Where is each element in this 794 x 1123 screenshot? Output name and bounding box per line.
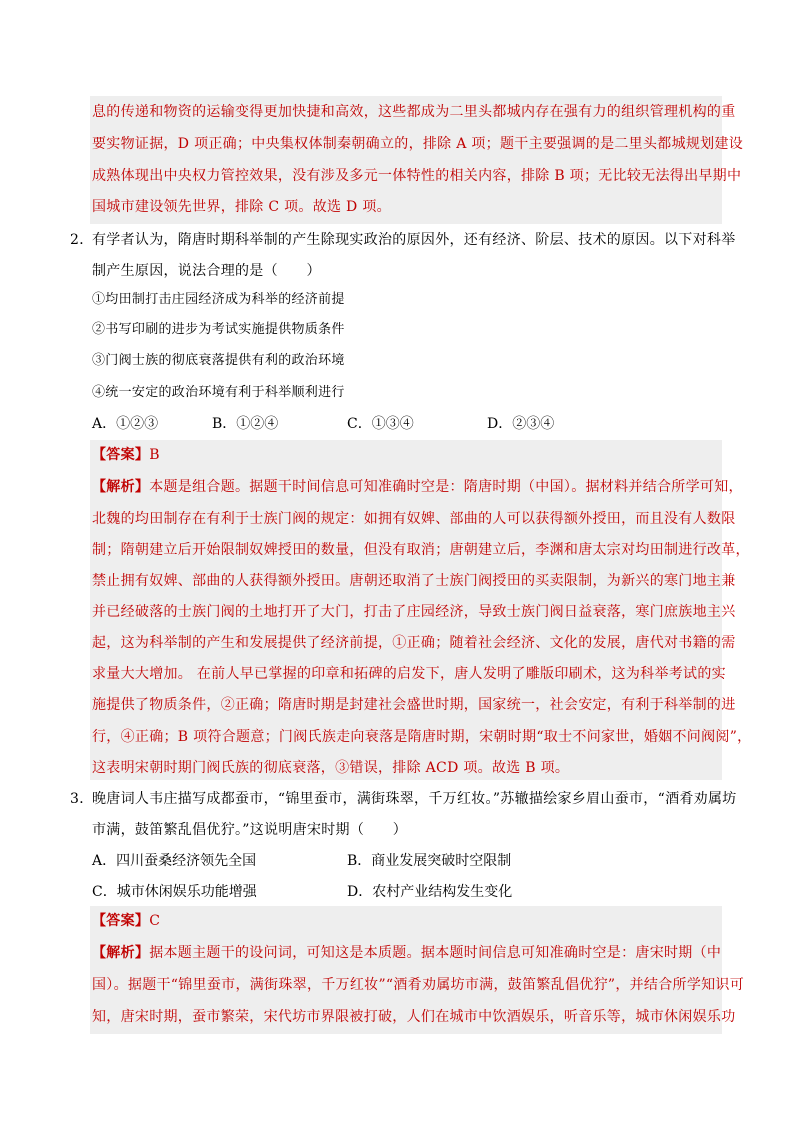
q2-analysis-line: 起，这为科举制的产生和发展提供了经济前提，①正确；随着社会经济、文化的发展，唐代对书籍的需: [92, 635, 736, 651]
q1-analysis-line: 国城市建设领先世界，排除 C 项。故选 D 项。: [92, 199, 391, 215]
q3-analysis-line: [92, 943, 721, 963]
q2-statement: ④统一安定的政治环境有利于科举顺利进行: [92, 385, 345, 400]
q2-analysis-line: 求量大大增加。 在前人早已掌握的印章和拓碑的启发下，唐人发明了雕版印刷术，这为科举考试的实: [92, 666, 726, 682]
q3-analysis-line: 国）。据题干“锦里蚕市，满街珠翠，千万红妆”“酒肴劝属坊市满，鼓笛繁乱倡优狞”，并结合所学知识可: [92, 977, 745, 993]
analysis-label: 【解析】: [92, 945, 150, 961]
q3-stem-line: 晚唐词人韦庄描写成都蚕市，“锦里蚕市，满街珠翠，千万红妆。”苏辙描绘家乡眉山蚕市，“酒肴劝属坊: [92, 791, 737, 807]
q2-option-a: A．①②③: [92, 416, 159, 432]
q2-number: 2．: [70, 232, 94, 248]
answer-value: C: [149, 913, 161, 929]
q2-statement: ②书写印刷的进步为考试实施提供物质条件: [92, 322, 345, 337]
q2-option-b: B．①②④: [212, 416, 279, 432]
analysis-text: 据本题主题干的设问词，可知这是本质题。据本题时间信息可知准确时空是：唐宋时期（中: [149, 945, 722, 961]
q2-analysis-line: 北魏的均田制存在有利于士族门阀的规定：如拥有奴婢、部曲的人可以获得额外授田，而且没有人数限: [92, 511, 736, 527]
q1-analysis-line: 成熟体现出中央权力管控效果，没有涉及多元一体特性的相关内容，排除 B 项；无比较无法得出早期中: [92, 168, 742, 184]
q2-analysis-line: [92, 477, 743, 497]
q1-analysis-line: 要实物证据，D 项正确；中央集权体制秦朝确立的，排除 A 项；题干主要强调的是二里头都城规划建设: [92, 136, 744, 152]
q2-analysis-line: 并已经破落的士族门阀的土地打开了大门，打击了庄园经济，导致士族门阀日益衰落，寒门庶族地主兴: [92, 604, 736, 620]
q2-option-d: D．②③④: [487, 416, 555, 432]
q2-stem-line: 制产生原因，说法合理的是（ ）: [92, 263, 321, 279]
q3-option-d: D．农村产业结构发生变化: [347, 884, 513, 900]
q2-analysis-line: 施提供了物质条件，②正确；隋唐时期是封建社会盛世时期，国家统一，社会安定，有利于科举制的进: [92, 697, 736, 713]
q3-number: 3．: [70, 791, 94, 807]
analysis-label: 【解析】: [92, 479, 150, 495]
q2-analysis-line: 这表明宋朝时期门阀氏族的彻底衰落，③错误，排除 ACD 项。故选 B 项。: [92, 760, 570, 776]
q3-stem-line: 市满，鼓笛繁乱倡优狞。”这说明唐宋时期（ ）: [92, 822, 408, 838]
answer-value: B: [149, 447, 160, 463]
q2-stem-line: 有学者认为，隋唐时期科举制的产生除现实政治的原因外，还有经济、阶层、技术的原因。以下对科举: [92, 232, 736, 248]
analysis-text: 本题是组合题。据题干时间信息可知准确时空是：隋唐时期（中国）。据材料并结合所学可知，: [149, 479, 743, 495]
q2-statement: ③门阀士族的彻底衰落提供有利的政治环境: [92, 353, 345, 368]
q2-analysis-line: 制；隋朝建立后开始限制奴婢授田的数量，但没有取消；唐朝建立后，李渊和唐太宗对均田制进行改革，: [92, 542, 750, 558]
q2-statement: ①均田制打击庄园经济成为科举的经济前提: [92, 292, 345, 307]
q3-option-b: B．商业发展突破时空限制: [347, 853, 512, 869]
q3-option-a: A．四川蚕桑经济领先全国: [92, 853, 257, 869]
q3-analysis-line: 知，唐宋时期，蚕市繁荣，宋代坊市界限被打破，人们在城市中饮酒娱乐，听音乐等，城市休闲娱乐功: [92, 1009, 736, 1025]
q3-option-c: C．城市休闲娱乐功能增强: [92, 884, 257, 900]
q2-analysis-line: 禁止拥有奴婢、部曲的人获得额外授田。唐朝还取消了士族门阀授田的买卖限制，为新兴的寒门地主兼: [92, 573, 736, 589]
q2-analysis-line: 行，④正确；B 项符合题意；门阀氏族走向衰落是隋唐时期，宋朝时期“取士不问家世，婚姻不问阀阅”，: [92, 729, 752, 745]
q2-option-c: C．①③④: [347, 416, 414, 432]
q3-answer: [92, 911, 160, 931]
answer-label: 【答案】: [92, 447, 150, 463]
q2-answer: [92, 445, 160, 465]
q1-analysis-line: 息的传递和物资的运输变得更加快捷和高效，这些都成为二里头都城内存在强有力的组织管理机构的重: [92, 104, 736, 120]
answer-label: 【答案】: [92, 913, 150, 929]
